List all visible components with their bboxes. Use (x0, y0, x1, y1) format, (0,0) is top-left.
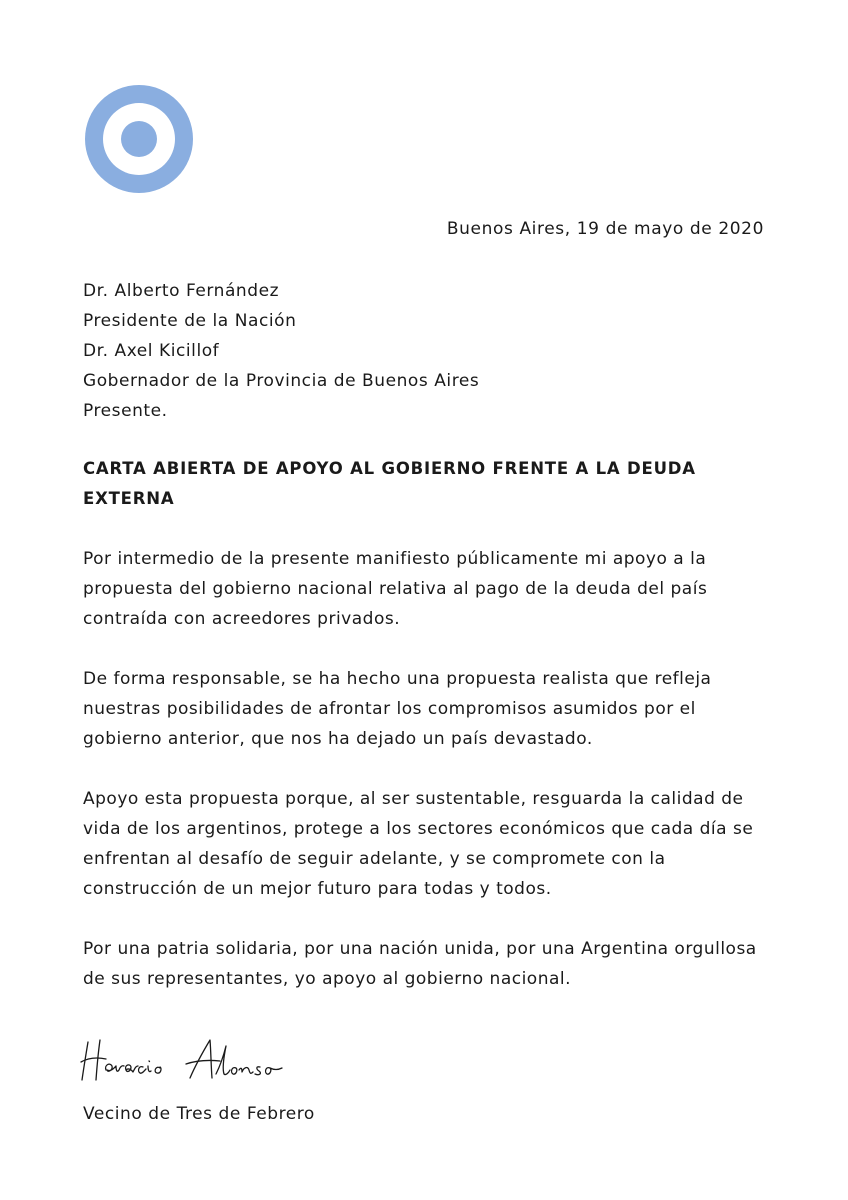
addressee-line: Dr. Axel Kicillof (83, 341, 220, 361)
addressee-line: Presidente de la Nación (83, 311, 297, 331)
addressee-line: Presente. (83, 401, 168, 421)
addressee-block (83, 276, 479, 426)
date-line: Buenos Aires, 19 de mayo de 2020 (446, 219, 764, 239)
signer-line: Vecino de Tres de Febrero (83, 1104, 315, 1124)
body-paragraph: Por intermedio de la presente manifiesto públicamente mi apoyo a la propuesta del gobierno nacional relativa al pago de la deuda del país contraída con acreedores privados. (83, 549, 708, 629)
handwritten-signature (78, 1030, 298, 1090)
body-paragraph: De forma responsable, se ha hecho una propuesta realista que refleja nuestras posibilidades de afrontar los compromisos asumidos por el gobierno anterior, que nos ha dejado un país devastado. (83, 669, 712, 749)
roundel-logo-icon (84, 84, 194, 194)
body-paragraph: Por una patria solidaria, por una nación unida, por una Argentina orgullosa de sus representantes, yo apoyo al gobierno nacional. (83, 939, 757, 989)
addressee-line: Dr. Alberto Fernández (83, 281, 280, 301)
body-paragraph: Apoyo esta propuesta porque, al ser sustentable, resguarda la calidad de vida de los argentinos, protege a los sectores económicos que cada día se enfrentan al desafío de seguir adelante, y se compromete con la construcción de un mejor futuro para todas y todos. (83, 789, 754, 899)
letter-body (83, 544, 773, 1024)
letter-title: CARTA ABIERTA DE APOYO AL GOBIERNO FRENTE A LA DEUDA EXTERNA (83, 459, 696, 508)
addressee-line: Gobernador de la Provincia de Buenos Aires (83, 371, 480, 391)
